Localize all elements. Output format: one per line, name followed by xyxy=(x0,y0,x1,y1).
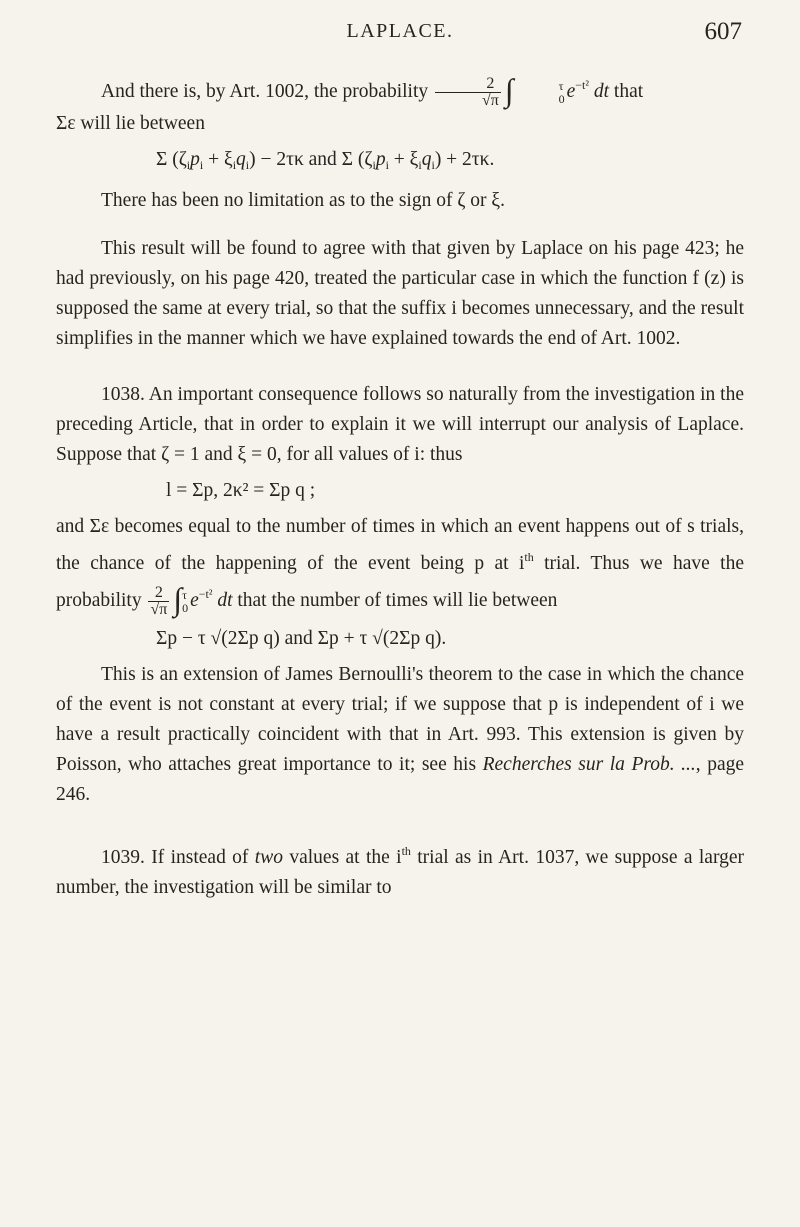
text-fragment: that xyxy=(609,81,644,102)
equation-interval: Σp − τ √(2Σp q) and Σp + τ √(2Σp q). xyxy=(156,628,447,650)
paragraph-probability xyxy=(56,70,744,109)
integral-limits xyxy=(182,589,188,615)
lower-limit: 0 xyxy=(182,600,189,615)
text-fragment: 1039. If instead of xyxy=(101,847,255,869)
eq-part: Σ (ζ xyxy=(156,149,187,171)
subscript: i xyxy=(372,158,376,173)
paragraph-bernoulli-extension xyxy=(56,660,744,810)
eq-part: + ξ xyxy=(388,149,419,171)
subscript: i xyxy=(199,158,204,173)
fraction-numerator: 2 xyxy=(148,585,169,602)
exponent: −t² xyxy=(198,587,213,602)
paragraph-laplace-agreement: This result will be found to agree with that given by Laplace on his page 423; he had previously, on his page 420, treated the particular case in which the function f (z) is supposed the same at every trial, so that the suffix i becomes unnecessary, and the result simplifies in the manner which we have explained towards the end of Art. 1002. xyxy=(56,238,744,350)
integrand: e xyxy=(566,81,576,102)
text-fragment: This is an extension of James Bernoulli's theorem to the case in which the chance of the event is not constant at every trial; if we suppose that p is independent of i we have a result practically coincident with that in Art. 993. This extension is given by Poisson, who attaches great importance to it; see his xyxy=(56,664,744,776)
page-number: 607 xyxy=(704,18,742,45)
paragraph-1039 xyxy=(56,836,744,903)
upper-limit: τ xyxy=(558,78,564,93)
equation-definitions: l = Σp, 2κ² = Σp q ; xyxy=(166,480,316,502)
fraction-denominator: √π xyxy=(482,92,499,110)
fraction-denominator: √π xyxy=(150,601,168,619)
equation-bounds: Σ $(\zeta_ip_i + \xi_iq_i) - 2\tau\kappa$ and Σ $(\zeta_ip_i + \xi_iq_i) + 2\tau\kappa$. xyxy=(156,149,495,173)
text-fragment: , page 246. xyxy=(56,754,745,806)
text-fragment: values at the i xyxy=(282,847,402,869)
integral-sign: ∫ xyxy=(173,580,183,617)
fraction xyxy=(435,76,501,109)
eq-part: + ξ xyxy=(203,149,233,171)
subscript: i xyxy=(186,158,191,173)
book-title: Recherches sur la Prob. ... xyxy=(482,754,696,776)
exponent: −t² xyxy=(575,78,589,92)
paragraph-1038: 1038. An important consequence follows so naturally from the investigation in the preceding Article, that in order to explain it we will interrupt our analysis of Laplace. Suppose that ζ = 1 and ξ = 0, for all values of i: thus xyxy=(56,384,744,466)
eq-part: ) + 2τκ. xyxy=(434,149,495,171)
text-fragment: and Σε becomes equal to the number of times in which an event happens out of s trials, the chance of the happening of the event being p at i xyxy=(56,516,744,575)
superscript-th: th xyxy=(524,550,534,565)
superscript-th: th xyxy=(401,844,411,859)
subscript: i xyxy=(385,158,389,173)
subscript: i xyxy=(232,158,237,173)
text-fragment: trial as in Art. 1037, we suppose a larger number, the investigation will be similar to xyxy=(56,847,744,899)
running-head: LAPLACE. xyxy=(346,20,454,42)
emphasis-two: two xyxy=(254,847,283,869)
integrand: e xyxy=(190,590,199,612)
differential: dt xyxy=(588,81,610,102)
text-fragment: will lie between xyxy=(75,113,205,135)
subscript: i xyxy=(245,158,250,173)
page-body xyxy=(56,70,744,903)
subscript: i xyxy=(431,158,435,173)
spacer xyxy=(56,810,744,836)
integral-limits xyxy=(514,80,565,106)
paragraph-continuation xyxy=(56,109,744,139)
text-fragment: that the number of times will lie between xyxy=(237,590,558,612)
paragraph-sigma-epsilon xyxy=(56,512,744,618)
upper-limit: τ xyxy=(182,587,187,602)
lower-limit: 0 xyxy=(558,91,565,106)
integral-sign: ∫ xyxy=(504,71,514,108)
spacer xyxy=(56,216,744,234)
fraction xyxy=(148,585,169,618)
sigma-epsilon: Σε xyxy=(56,113,76,135)
fraction-numerator: 2 xyxy=(435,76,501,93)
page-header xyxy=(0,18,800,48)
text-fragment: And there is, by Art. 1002, the probability xyxy=(101,81,433,102)
text-fragment: trial. Thus we have the probability xyxy=(56,553,744,612)
differential: dt xyxy=(212,590,233,612)
subscript: i xyxy=(418,158,422,173)
eq-part: ) − 2τκ and Σ (ζ xyxy=(249,149,373,171)
paragraph-sign-limitation: There has been no limitation as to the sign of ζ or ξ. xyxy=(101,190,505,212)
spacer xyxy=(56,354,744,380)
